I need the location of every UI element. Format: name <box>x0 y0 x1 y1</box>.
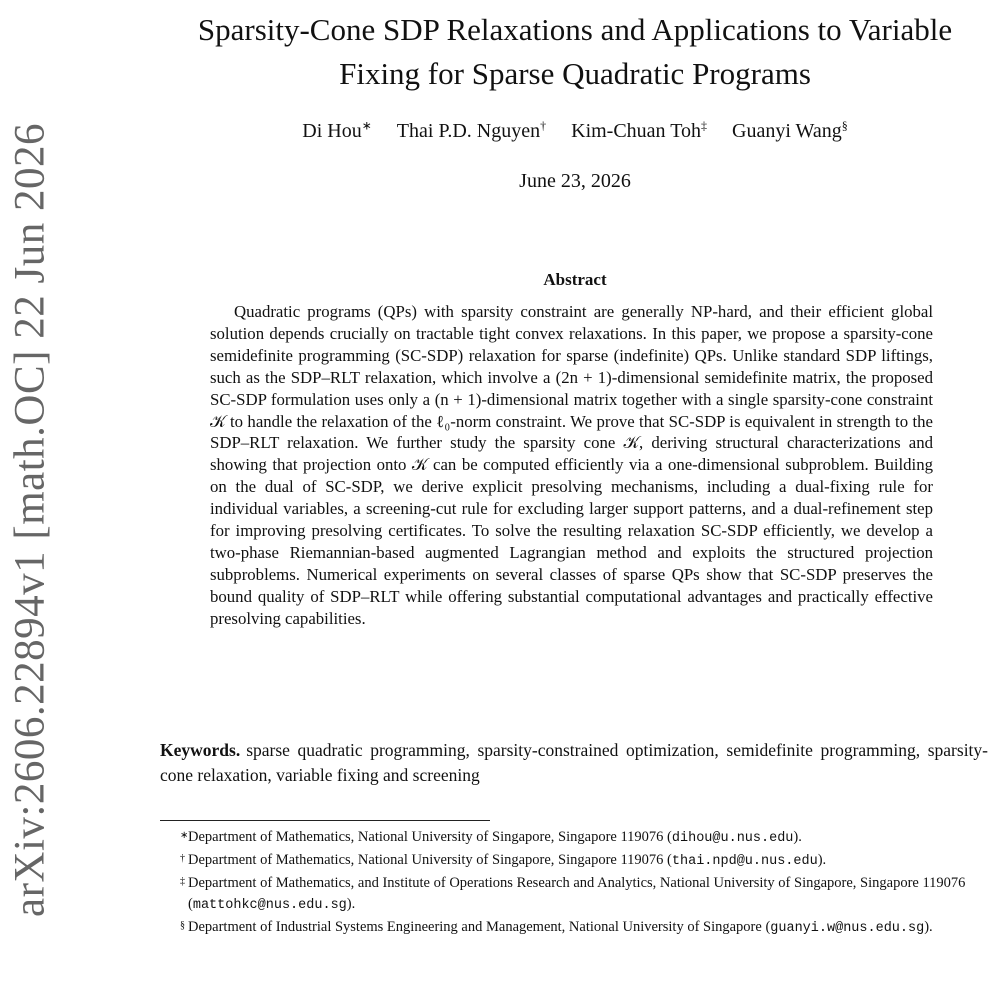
footnote-tail: ). <box>346 896 356 912</box>
keywords-text: sparse quadratic programming, sparsity-constrained optimization, semidefinite programming, sparsity-cone relaxation, variable fixing and screening <box>160 740 988 785</box>
footnote-tail: ). <box>924 919 933 935</box>
footnote-mark: † <box>180 853 185 864</box>
publication-date: June 23, 2026 <box>519 170 631 192</box>
abstract-heading: Abstract <box>543 270 607 289</box>
author-2 <box>397 120 546 142</box>
footnote-mark: § <box>180 920 185 931</box>
footnotes <box>160 827 990 940</box>
author-name: Guanyi Wang <box>732 119 842 142</box>
footnote-2 <box>160 850 990 872</box>
author-list <box>160 118 990 143</box>
footnote-3 <box>160 873 990 916</box>
footnote-email[interactable]: dihou@u.nus.edu <box>671 831 794 846</box>
footnote-mark: ‡ <box>180 876 185 887</box>
author-footnote-mark: ∗ <box>361 118 372 132</box>
title-line-2: Fixing for Sparse Quadratic Programs <box>339 56 811 91</box>
author-4 <box>732 120 848 142</box>
author-name: Kim-Chuan Toh <box>571 119 702 142</box>
footnote-text: Department of Mathematics, National University of Singapore, Singapore 119076 ( <box>188 829 672 845</box>
footnote-tail: ). <box>793 829 802 845</box>
arxiv-identifier: arXiv:2606.22894v1 [math.OC] 22 Jun 2026 <box>6 123 54 917</box>
footnote-email[interactable]: mattohkc@nus.edu.sg <box>192 898 347 913</box>
author-1 <box>302 120 372 142</box>
footnote-1 <box>160 827 990 849</box>
keywords <box>160 738 988 788</box>
author-footnote-mark: § <box>841 118 848 132</box>
author-footnote-mark: † <box>540 118 547 132</box>
footnote-email[interactable]: guanyi.w@nus.edu.sg <box>770 921 925 936</box>
footnote-mark: ∗ <box>180 830 189 841</box>
author-name: Di Hou <box>302 119 362 142</box>
author-3 <box>571 120 707 142</box>
author-name: Thai P.D. Nguyen <box>396 119 541 142</box>
footnote-text: Department of Mathematics, National University of Singapore, Singapore 119076 ( <box>188 852 672 868</box>
footnote-text: Department of Mathematics, and Institute of Operations Research and Analytics, National University of Singapore, Singapore 119076 ( <box>188 875 966 912</box>
arxiv-side-stamp <box>0 123 60 917</box>
footnote-rule <box>160 820 490 821</box>
keywords-label: Keywords. <box>160 740 241 760</box>
footnote-tail: ). <box>817 852 827 868</box>
paper-title <box>160 8 990 96</box>
title-line-1: Sparsity-Cone SDP Relaxations and Applications to Variable <box>197 12 953 47</box>
author-footnote-mark: ‡ <box>701 118 708 132</box>
footnote-text: Department of Industrial Systems Engineering and Management, National University of Singapore ( <box>188 919 771 935</box>
abstract-body: Quadratic programs (QPs) with sparsity constraint are generally NP-hard, and their efficient global solution depends crucially on tractable tight convex relaxations. In this paper, we propose a sparsity-cone semidefinite programming (SC-SDP) relaxation for sparse (indefinite) QPs. Unlike standard SDP liftings, such as the SDP–RLT relaxation, which involve a (2n + 1)-dimensional semidefinite matrix, the proposed SC-SDP formulation uses only a (n + 1)-dimensional matrix together with a single sparsity-cone constraint 𝒦 to handle the relaxation of the ℓ₀-norm constraint. We prove that SC-SDP is equivalent in strength to the SDP–RLT relaxation. We further study the sparsity cone 𝒦, deriving structural characterizations and showing that projection onto 𝒦 can be computed efficiently via a one-dimensional subproblem. Building on the dual of SC-SDP, we derive explicit presolving mechanisms, including a dual-fixing rule for individual variables, a screening-cut rule for excluding larger support patterns, and a dual-refinement step for improving presolving certificates. To solve the resulting relaxation SC-SDP efficiently, we develop a two-phase Riemannian-based augmented Lagrangian method and exploits the structured projection subproblems. Numerical experiments on several classes of sparse QPs show that SC-SDP preserves the bound quality of SDP–RLT while offering substantial computational advantages and practically effective presolving capabilities. <box>210 302 933 628</box>
footnote-4 <box>160 917 990 939</box>
footnote-email[interactable]: thai.npd@u.nus.edu <box>671 854 818 869</box>
